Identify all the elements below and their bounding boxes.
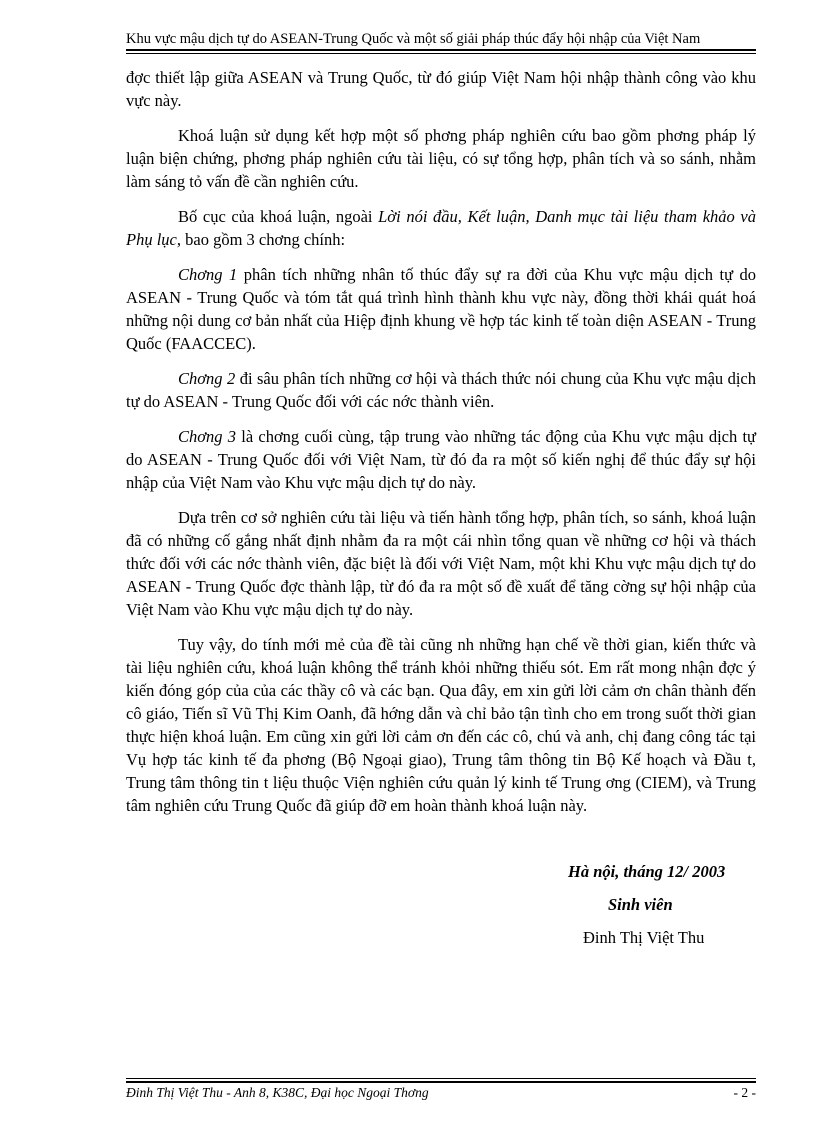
structure-sections: Lời nói đầu, Kết luận, Danh mục tài liệu tham khảo và Phụ lục [126, 207, 756, 249]
footer-author: Đinh Thị Việt Thu - Anh 8, K38C, Đại học Ngoại Thơng [126, 1085, 429, 1100]
header-rule [126, 49, 756, 51]
signature-name: Đinh Thị Việt Thu [583, 928, 705, 947]
paragraph-chapter-2 [126, 367, 756, 413]
structure-text-b: , bao gồm 3 chơng chính: [176, 230, 346, 249]
body-text [126, 66, 756, 829]
paragraph-chapter-1 [126, 263, 756, 355]
chapter-1-text: phân tích những nhân tố thúc đẩy sự ra đời của Khu vực mậu dịch tự do ASEAN - Trung Quốc và tóm tắt quá trình hình thành khu vực này, đồng thời khái quát hoá những nội dung cơ bản nhất của Hiệp định khung về hợp tác kinh tế toàn diện ASEAN - Trung Quốc (FAACCEC). [126, 265, 757, 353]
paragraph-acknowledgements: Tuy vậy, do tính mới mẻ của đề tài cũng nh những hạn chế về thời gian, kiến thức và tài liệu nghiên cứu, khoá luận không thể tránh khỏi những thiếu sót. Em rất mong nhận đợc ý kiến đóng góp của của các thầy cô và các bạn. Qua đây, em xin gửi lời cảm ơn chân thành đến cô giáo, Tiến sĩ Vũ Thị Kim Oanh, đã hớng dẫn và chỉ bảo tận tình cho em trong suốt thời gian thực hiện khoá luận. Em cũng xin gửi lời cảm ơn đến các cô, chú và anh, chị đang công tác tại Vụ hợp tác kinh tế đa phơng (Bộ Ngoại giao), Trung tâm thông tin Bộ Kế hoạch và Đầu t, Trung tâm thông tin t liệu thuộc Viện nghiên cứu quản lý kinh tế Trung ơng (CIEM), và Trung tâm nghiên cứu Trung Quốc đã giúp đỡ em hoàn thành khoá luận này. [126, 635, 756, 815]
header-rule-thin [126, 53, 756, 54]
page-footer [126, 1084, 756, 1102]
signature-role: Sinh viên [608, 895, 673, 914]
paragraph-summary: Dựa trên cơ sở nghiên cứu tài liệu và tiến hành tổng hợp, phân tích, so sánh, khoá luận đã có những cố gắng nhất định nhằm đa ra một cái nhìn tổng quan về những cơ hội và thách thức đối với các nớc thành viên, đặc biệt là đối với Việt Nam, một khi Khu vực mậu dịch tự do ASEAN - Trung Quốc đợc thành lập, từ đó đa ra một số đề xuất để tăng cờng sự hội nhập của Việt Nam vào Khu vực mậu dịch tự do này. [126, 508, 756, 619]
paragraph-structure [126, 205, 756, 251]
paragraph-chapter-3 [126, 425, 756, 494]
footer-rule-thin [126, 1078, 756, 1079]
footer-rule [126, 1081, 756, 1083]
page-number: - 2 - [733, 1085, 756, 1100]
chapter-1-label: Chơng 1 [178, 265, 238, 284]
structure-text-a: Bố cục của khoá luận, ngoài [178, 207, 379, 226]
paragraph-methods: Khoá luận sử dụng kết hợp một số phơng pháp nghiên cứu bao gồm phơng pháp lý luận biện chứng, phơng pháp nghiên cứu tài liệu, có sự tổng hợp, phân tích và so sánh, nhằm làm sáng tỏ vấn đề cần nghiên cứu. [126, 126, 756, 191]
paragraph-1: đợc thiết lập giữa ASEAN và Trung Quốc, từ đó giúp Việt Nam hội nhập thành công vào khu vực này. [126, 68, 756, 110]
chapter-3-text: là chơng cuối cùng, tập trung vào những tác động của Khu vực mậu dịch tự do ASEAN - Trung Quốc đối với Việt Nam, từ đó đa ra một số kiến nghị để thúc đẩy sự hội nhập của Việt Nam vào Khu vực mậu dịch tự do này. [126, 427, 756, 492]
signature-date: Hà nội, tháng 12/ 2003 [568, 862, 726, 881]
chapter-2-label: Chơng 2 [178, 369, 236, 388]
page-header: Khu vực mậu dịch tự do ASEAN-Trung Quốc và một số giải pháp thúc đẩy hội nhập của Việt Nam [126, 31, 701, 47]
chapter-2-text: đi sâu phân tích những cơ hội và thách thức nói chung của Khu vực mậu dịch tự do ASEAN - Trung Quốc đối với các nớc thành viên. [126, 369, 756, 411]
chapter-3-label: Chơng 3 [178, 427, 237, 446]
